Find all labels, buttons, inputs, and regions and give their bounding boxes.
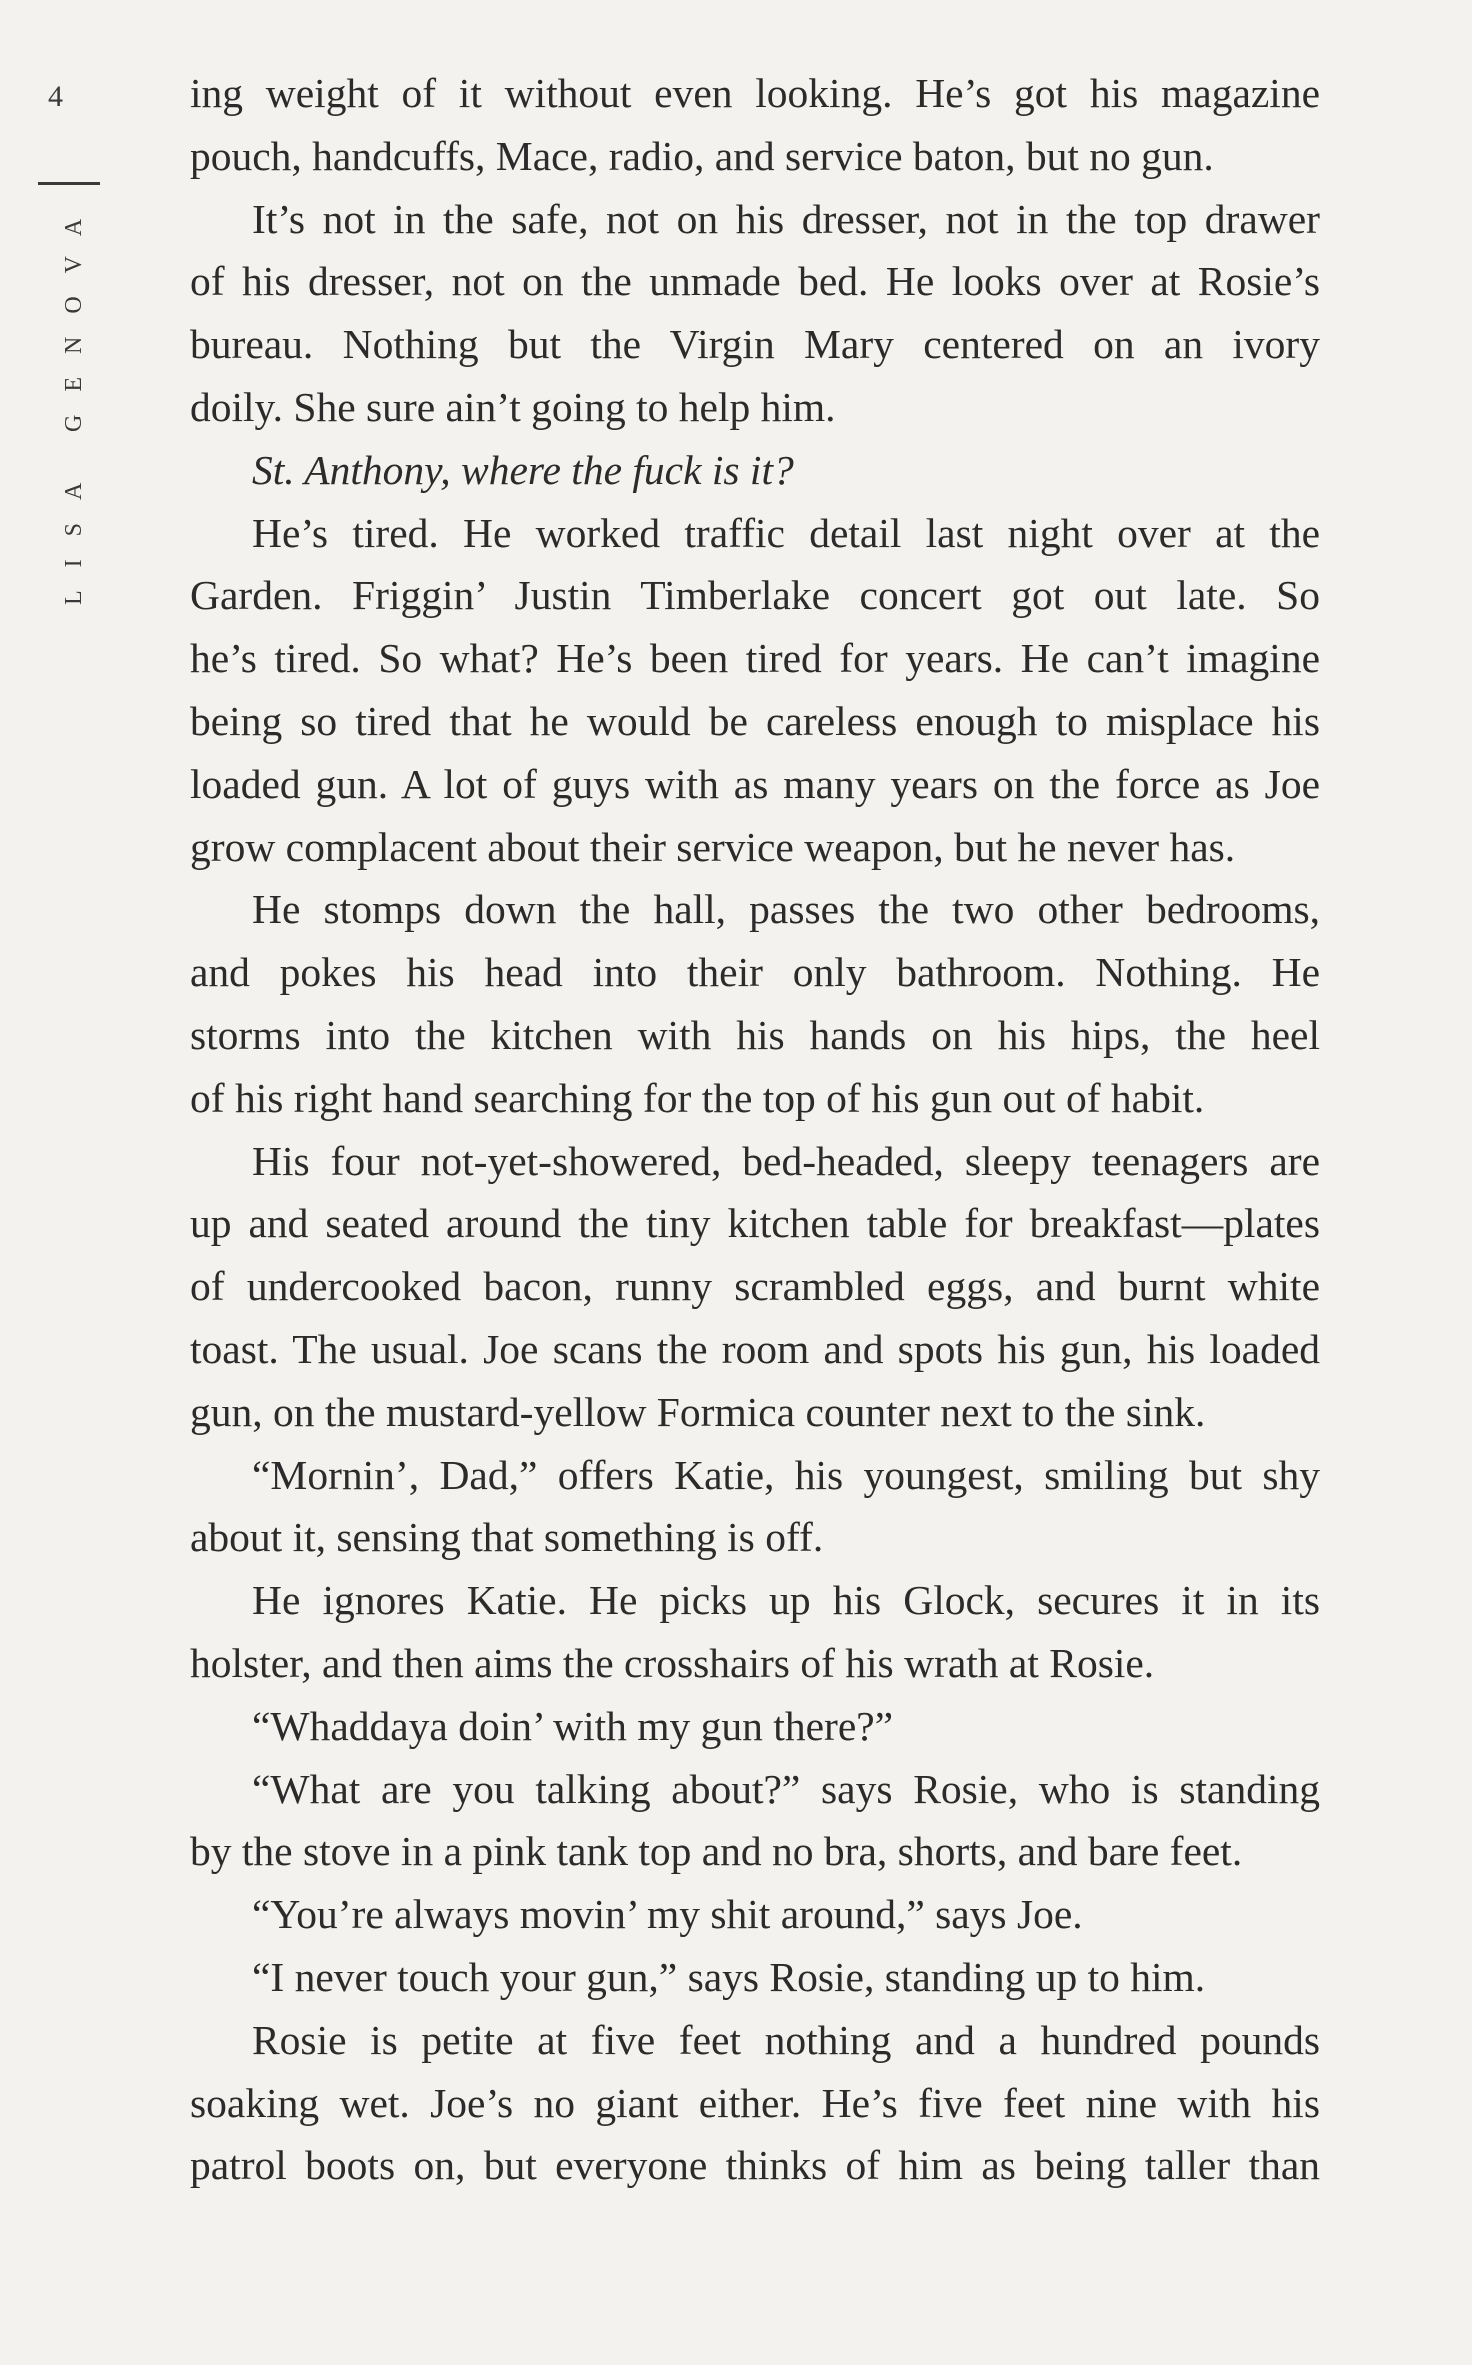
body-text <box>190 62 1320 2197</box>
text-line: storms into the kitchen with his hands on his hips, the heel <box>190 1011 1320 1058</box>
text-line: pouch, handcuffs, Mace, radio, and service baton, but no gun. <box>190 132 1214 179</box>
text-line: Rosie is petite at five feet nothing and a hundred pounds <box>252 2016 1320 2063</box>
text-line: He stomps down the hall, passes the two other bedrooms, <box>252 886 1320 933</box>
text-line: It’s not in the safe, not on his dresser, not in the top drawer <box>252 195 1320 242</box>
page-number: 4 <box>48 80 63 113</box>
text-line: up and seated around the tiny kitchen table for breakfast—plates <box>190 1200 1320 1247</box>
text-line: he’s tired. So what? He’s been tired for years. He can’t imagine <box>190 635 1320 682</box>
margin-rule <box>38 182 100 185</box>
text-line: ing weight of it without even looking. He’s got his magazine <box>190 70 1320 116</box>
text-line: “You’re always movin’ my shit around,” says Joe. <box>252 1891 1083 1938</box>
text-line: being so tired that he would be careless enough to misplace his <box>190 697 1320 744</box>
text-line: of his right hand searching for the top of his gun out of habit. <box>190 1074 1205 1121</box>
text-line: bureau. Nothing but the Virgin Mary centered on an ivory <box>190 321 1320 368</box>
text-line: grow complacent about their service weapon, but he never has. <box>190 823 1236 870</box>
text-line: and pokes his head into their only bathroom. Nothing. He <box>190 949 1320 996</box>
text-line: “What are you talking about?” says Rosie, who is standing <box>252 1765 1320 1812</box>
text-line: soaking wet. Joe’s no giant either. He’s five feet nine with his <box>190 2079 1320 2126</box>
text-line: holster, and then aims the crosshairs of his wrath at Rosie. <box>190 1639 1155 1686</box>
text-line: “Mornin’, Dad,” offers Katie, his youngest, smiling but shy <box>252 1451 1320 1498</box>
text-line: He ignores Katie. He picks up his Glock, secures it in its <box>252 1577 1320 1624</box>
text-line: by the stove in a pink tank top and no bra, shorts, and bare feet. <box>190 1828 1243 1875</box>
text-line: toast. The usual. Joe scans the room and spots his gun, his loaded <box>190 1325 1320 1372</box>
text-line: of undercooked bacon, runny scrambled eggs, and burnt white <box>190 1263 1320 1310</box>
text-line: St. Anthony, where the fuck is it? <box>252 446 794 493</box>
text-line: “Whaddaya doin’ with my gun there?” <box>252 1702 894 1749</box>
text-line: of his dresser, not on the unmade bed. He looks over at Rosie’s <box>190 258 1320 305</box>
text-line: about it, sensing that something is off. <box>190 1514 824 1561</box>
text-line: Garden. Friggin’ Justin Timberlake concert got out late. So <box>190 572 1320 619</box>
text-line: doily. She sure ain’t going to help him. <box>190 383 836 430</box>
text-line: loaded gun. A lot of guys with as many years on the force as Joe <box>190 760 1320 807</box>
running-head-author: LISA GENOVA <box>61 195 87 605</box>
text-line: gun, on the mustard-yellow Formica counter next to the sink. <box>190 1388 1206 1435</box>
text-line: patrol boots on, but everyone thinks of him as being taller than <box>190 2142 1320 2189</box>
text-line: He’s tired. He worked traffic detail last night over at the <box>252 509 1320 556</box>
text-line: His four not-yet-showered, bed-headed, sleepy teenagers are <box>252 1137 1320 1184</box>
text-line: “I never touch your gun,” says Rosie, standing up to him. <box>252 1953 1206 2000</box>
